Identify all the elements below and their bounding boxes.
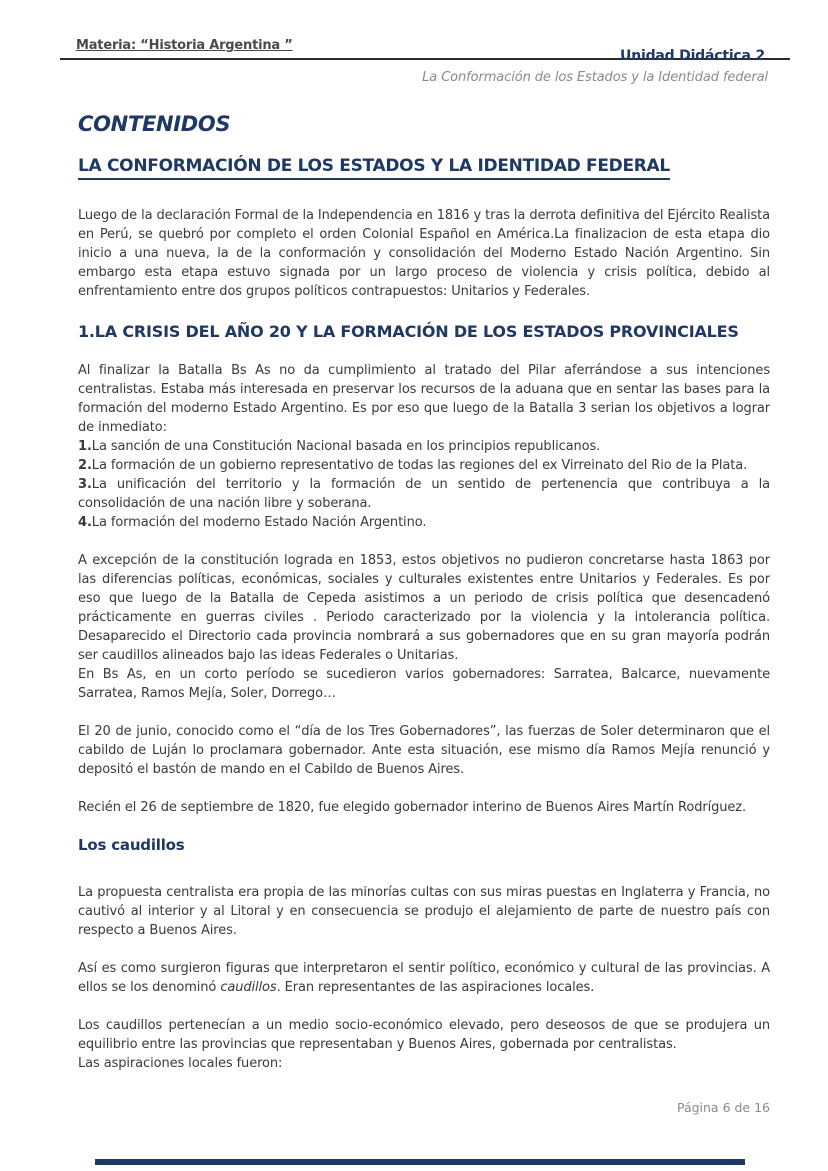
main-heading-text: LA CONFORMACIÓN DE LOS ESTADOS Y LA IDENTIDAD FEDERAL bbox=[78, 156, 670, 180]
caudillos-paragraph2-post: . Eran representantes de las aspiraciones locales. bbox=[276, 980, 595, 995]
objective-text: La formación de un gobierno representativo de todas las regiones del ex Virreinato del Rio de la Plata. bbox=[91, 458, 748, 473]
objective-text: La formación del moderno Estado Nación Argentino. bbox=[91, 515, 427, 530]
section1-paragraph2-block bbox=[78, 551, 770, 703]
section1-paragraph1: Al finalizar la Batalla Bs As no da cumplimiento al tratado del Pilar aferrándose a sus intenciones centralistas. Estaba más interesada en preservar los recursos de la aduana que en sentar las bases para la formación del moderno Estado Argentino. Es por eso que luego de la Batalla 3 serian los objetivos a lograr de inmediato: bbox=[78, 363, 770, 435]
objective-item bbox=[78, 475, 770, 513]
header-unit-label: Unidad Didáctica 2 bbox=[620, 48, 765, 64]
objective-text: La sanción de una Constitución Nacional basada en los principios republicanos. bbox=[91, 439, 601, 454]
caudillos-paragraph2-pre: Así es como surgieron figuras que interpretaron el sentir político, económico y cultural de las provincias. A ellos se los denominó bbox=[78, 961, 770, 995]
content-column bbox=[78, 112, 770, 1073]
intro-paragraph: Luego de la declaración Formal de la Independencia en 1816 y tras la derrota definitiva del Ejército Realista en Perú, se quebró por completo el orden Colonial Español en América.La finalizacion de esta etapa dio inicio a una nueva, la de la conformación y consolidación del Moderno Estado Nación Argentino. Sin embargo esta etapa estuvo signada por un largo proceso de violencia y crisis política, debido al enfrentamiento entre dos grupos políticos contrapuestos: Unitarios y Federales. bbox=[78, 208, 770, 299]
header-unit-subtitle: La Conformación de los Estados y la Identidad federal bbox=[422, 70, 768, 85]
section1-paragraph2b: En Bs As, en un corto período se sucedieron varios gobernadores: Sarratea, Balcarce, nuevamente Sarratea, Ramos Mejía, Soler, Dorrego… bbox=[78, 667, 770, 701]
page-number-label: Página 6 de 16 bbox=[676, 1100, 770, 1115]
section1-paragraph4: Recién el 26 de septiembre de 1820, fue elegido gobernador interino de Buenos Aires Martín Rodríguez. bbox=[78, 800, 747, 815]
objective-number: 3. bbox=[78, 477, 92, 492]
main-heading bbox=[78, 156, 770, 180]
caudillos-paragraph3b: Las aspiraciones locales fueron: bbox=[78, 1056, 283, 1071]
objective-text: La unificación del territorio y la formación de un sentido de pertenencia que contribuya a la consolidación de una nación libre y soberana. bbox=[78, 477, 770, 511]
caudillos-paragraph2 bbox=[78, 959, 770, 997]
objective-number: 2. bbox=[78, 458, 92, 473]
objective-item bbox=[78, 456, 770, 475]
caudillos-term-italic: caudillos bbox=[220, 980, 277, 995]
objective-item bbox=[78, 437, 770, 456]
section1-paragraph1-block bbox=[78, 361, 770, 532]
objective-item bbox=[78, 513, 770, 532]
objective-number: 4. bbox=[78, 515, 92, 530]
section1-paragraph3: El 20 de junio, conocido como el “día de los Tres Gobernadores”, las fuerzas de Soler determinaron que el cabildo de Luján lo proclamara gobernador. Ante esta situación, ese mismo día Ramos Mejía renunció y depositó el bastón de mando en el Cabildo de Buenos Aires. bbox=[78, 724, 770, 777]
footer-rule bbox=[95, 1159, 745, 1165]
caudillos-paragraph1: La propuesta centralista era propia de las minorías cultas con sus miras puestas en Inglaterra y Francia, no cautivó al interior y al Litoral y en consecuencia se produjo el alejamiento de parte de nuestro país con respecto a Buenos Aires. bbox=[78, 885, 770, 938]
page-title: CONTENIDOS bbox=[78, 112, 231, 136]
caudillos-heading: Los caudillos bbox=[78, 836, 185, 854]
header-course-label: Materia: “Historia Argentina ” bbox=[76, 38, 293, 53]
objective-number: 1. bbox=[78, 439, 92, 454]
caudillos-paragraph3: Los caudillos pertenecían a un medio socio-económico elevado, pero deseosos de que se produjera un equilibrio entre las provincias que representaban y Buenos Aires, gobernada por centralistas. bbox=[78, 1018, 770, 1052]
section1-paragraph2: A excepción de la constitución lograda en 1853, estos objetivos no pudieron concretarse hasta 1863 por las diferencias políticas, económicas, sociales y culturales existentes entre Unitarios y Federales. Es por eso que luego de la Batalla de Cepeda asistimos a un periodo de crisis política que desencadenó prácticamente en guerras civiles . Periodo caracterizado por la violencia y la intolerancia política. Desaparecido el Directorio cada provincia nombrará a sus gobernadores que en su gran mayoría podrán ser caudillos alineados bajo las ideas Federales o Unitarias. bbox=[78, 553, 770, 663]
caudillos-paragraph3-block bbox=[78, 1016, 770, 1073]
section1-heading: 1.LA CRISIS DEL AÑO 20 Y LA FORMACIÓN DE LOS ESTADOS PROVINCIALES bbox=[78, 322, 739, 341]
